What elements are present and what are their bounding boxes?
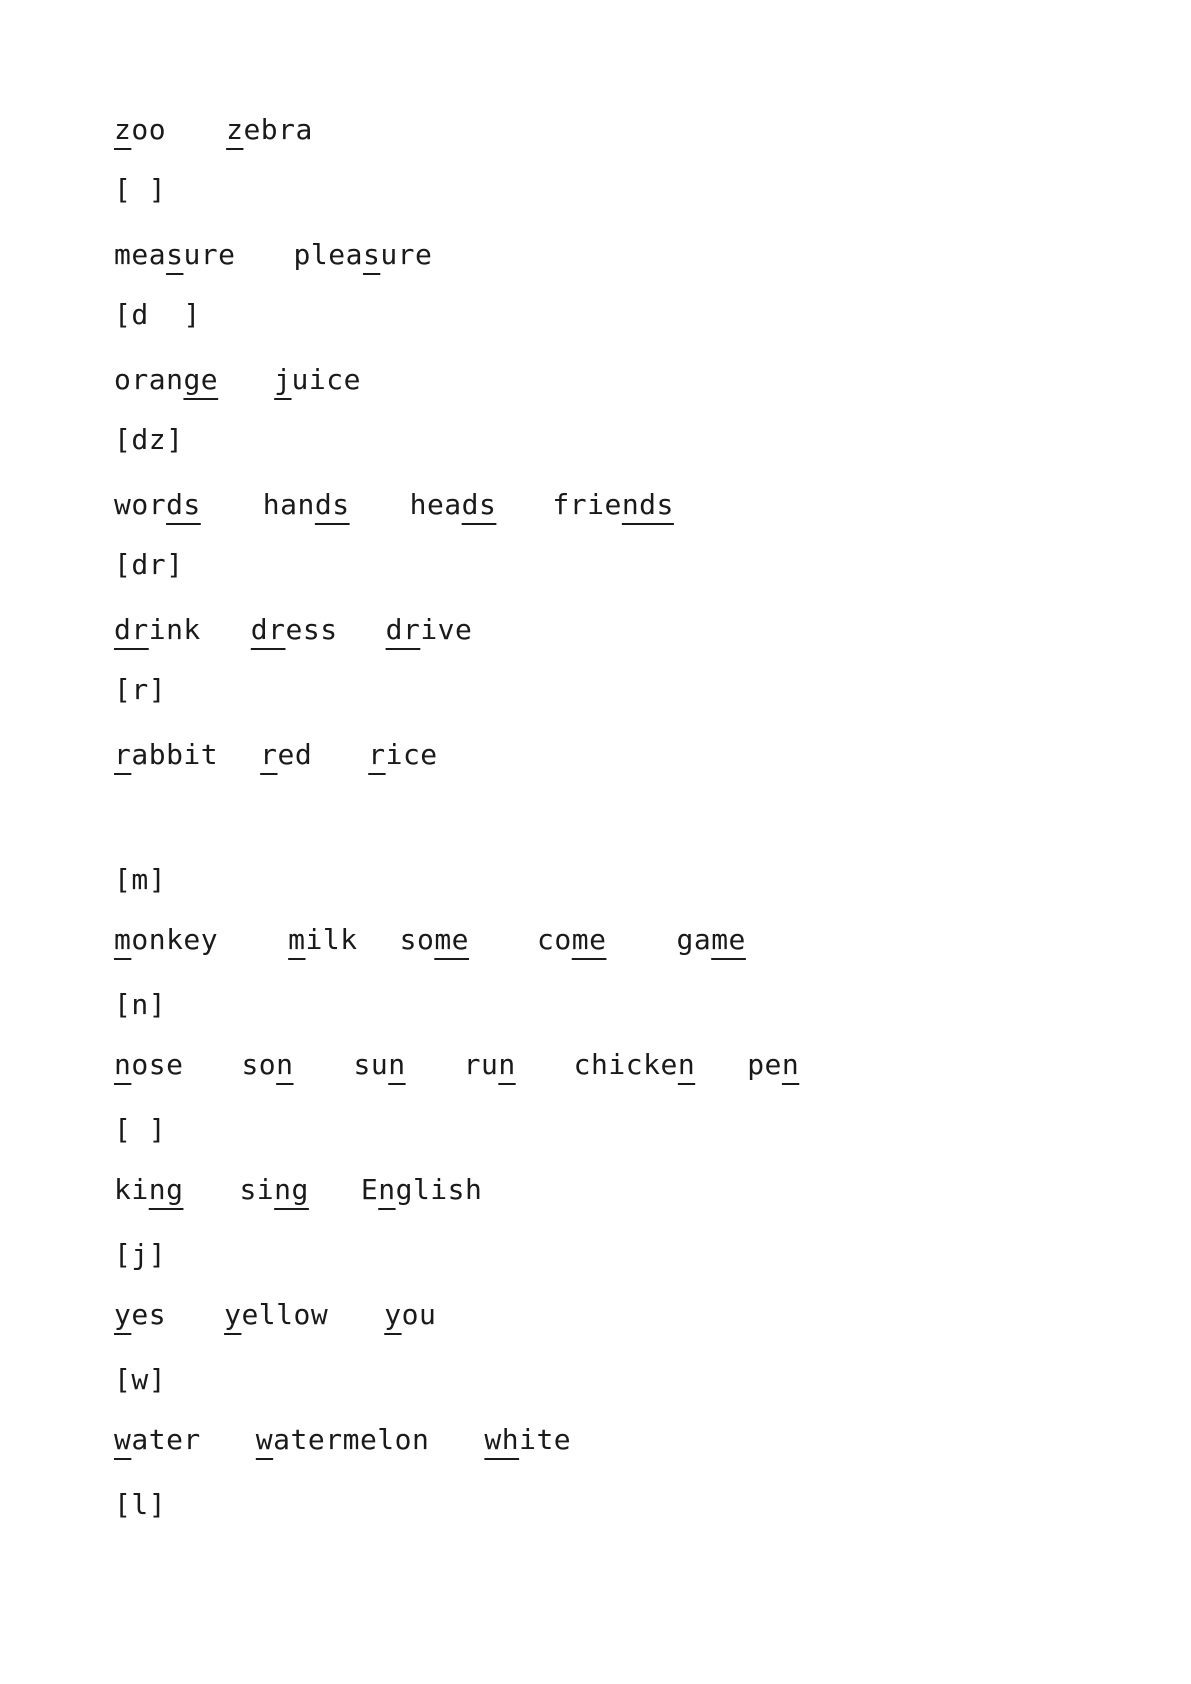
underlined-sound: z [226,113,244,146]
word-row [114,735,438,775]
word-row [114,360,361,400]
example-word [288,920,357,960]
word-prefix: so [241,1048,277,1081]
word-suffix: ink [148,613,201,646]
word-prefix: pe [747,1048,782,1081]
word-suffix: uice [291,363,361,396]
phonetic-symbol: [r] [114,673,167,706]
underlined-sound: ge [183,363,219,396]
word-row [114,235,432,275]
underlined-sound: y [224,1298,242,1331]
example-word [114,235,236,275]
word-prefix: oran [114,363,184,396]
example-word [114,360,218,400]
word-prefix: frie [552,488,622,521]
underlined-sound: me [711,923,746,956]
phonetic-symbol: [j] [114,1238,167,1271]
underlined-sound: ng [148,1173,184,1206]
word-suffix: ive [420,613,473,646]
phonetic-symbol: [dz] [114,423,184,456]
example-word [114,920,218,960]
underlined-sound: w [255,1423,274,1456]
underlined-sound: y [114,1298,132,1331]
word-prefix: han [262,488,315,521]
example-word [361,1170,483,1210]
example-word [400,920,469,960]
phonetic-symbol: [w] [114,1363,167,1396]
word-prefix: wor [114,488,167,521]
word-prefix: chicke [573,1048,678,1081]
word-suffix: ou [401,1298,437,1331]
phonetic-symbol: [n] [114,988,167,1021]
underlined-sound: wh [484,1423,520,1456]
underlined-sound: ds [166,488,201,521]
word-suffix: es [131,1298,167,1331]
word-suffix: ed [277,738,313,771]
phonetic-symbol: [dr] [114,548,184,581]
word-row [114,110,313,150]
underlined-sound: me [434,923,470,956]
word-suffix: ure [183,238,236,271]
example-word [747,1045,799,1085]
word-suffix: ilk [305,923,358,956]
underlined-sound: nds [621,488,674,521]
example-word [274,360,361,400]
underlined-sound: y [384,1298,402,1331]
example-word [260,735,312,775]
underlined-sound: dr [385,613,421,646]
word-prefix: so [399,923,435,956]
word-row [114,1170,482,1210]
example-word [114,110,166,150]
word-suffix: onkey [131,923,219,956]
example-word [676,920,745,960]
word-suffix: atermelon [273,1423,430,1456]
word-row [114,1295,436,1335]
underlined-sound: s [362,238,381,271]
word-suffix: ater [131,1423,201,1456]
underlined-sound: ds [461,488,497,521]
phonetic-symbol: [d ] [114,298,201,331]
word-row [114,610,472,650]
phonetic-symbol: [m] [114,863,167,896]
underlined-sound: dr [250,613,286,646]
underlined-sound: r [114,738,132,771]
example-word [354,1045,406,1085]
underlined-sound: w [114,1423,132,1456]
word-prefix: si [239,1173,275,1206]
word-suffix: ite [519,1423,572,1456]
underlined-sound: n [498,1048,516,1081]
phonetic-symbol: [ ] [114,1113,167,1146]
word-suffix: glish [395,1173,483,1206]
example-word [256,1420,430,1460]
underlined-sound: r [260,738,278,771]
phonetic-symbol: [ ] [114,173,167,206]
underlined-sound: n [781,1048,800,1081]
underlined-sound: m [114,923,132,956]
example-word [114,1170,183,1210]
word-prefix: E [360,1173,379,1206]
example-word [114,610,201,650]
underlined-sound: z [114,113,132,146]
phonetic-symbol: [l] [114,1488,167,1521]
word-prefix: hea [409,488,462,521]
underlined-sound: n [388,1048,406,1081]
example-word [484,1420,571,1460]
underlined-sound: s [166,238,184,271]
example-word [114,1295,166,1335]
word-prefix: ga [676,923,712,956]
word-suffix: ice [385,738,438,771]
example-word [384,1295,436,1335]
underlined-sound: ng [274,1173,309,1206]
word-prefix: ru [463,1048,499,1081]
example-word [574,1045,696,1085]
word-row [114,485,674,525]
word-prefix: ki [114,1173,149,1206]
example-word [294,235,433,275]
word-suffix: ess [285,613,338,646]
underlined-sound: n [378,1173,396,1206]
example-word [114,1420,201,1460]
word-suffix: abbit [131,738,219,771]
word-prefix: su [353,1048,389,1081]
underlined-sound: n [677,1048,696,1081]
underlined-sound: dr [114,613,149,646]
underlined-sound: me [571,923,607,956]
underlined-sound: n [114,1048,132,1081]
underlined-sound: r [368,738,386,771]
example-word [251,610,338,650]
underlined-sound: j [274,363,292,396]
example-word [241,1045,293,1085]
word-row [114,1045,799,1085]
example-word [552,485,674,525]
example-word [368,735,437,775]
example-word [263,485,350,525]
example-word [386,610,473,650]
word-suffix: ure [380,238,433,271]
example-word [464,1045,516,1085]
word-suffix: ebra [243,113,313,146]
word-suffix: oo [131,113,167,146]
example-word [114,1045,183,1085]
underlined-sound: ds [314,488,350,521]
word-suffix: ellow [241,1298,329,1331]
underlined-sound: n [276,1048,294,1081]
word-row [114,1420,571,1460]
example-word [114,485,201,525]
word-suffix: ose [131,1048,184,1081]
word-prefix: mea [114,238,167,271]
example-word [239,1170,308,1210]
word-prefix: plea [293,238,363,271]
example-word [114,735,218,775]
example-word [537,920,606,960]
word-row [114,920,746,960]
underlined-sound: m [288,923,306,956]
example-word [224,1295,328,1335]
example-word [410,485,497,525]
example-word [226,110,313,150]
word-prefix: co [537,923,572,956]
